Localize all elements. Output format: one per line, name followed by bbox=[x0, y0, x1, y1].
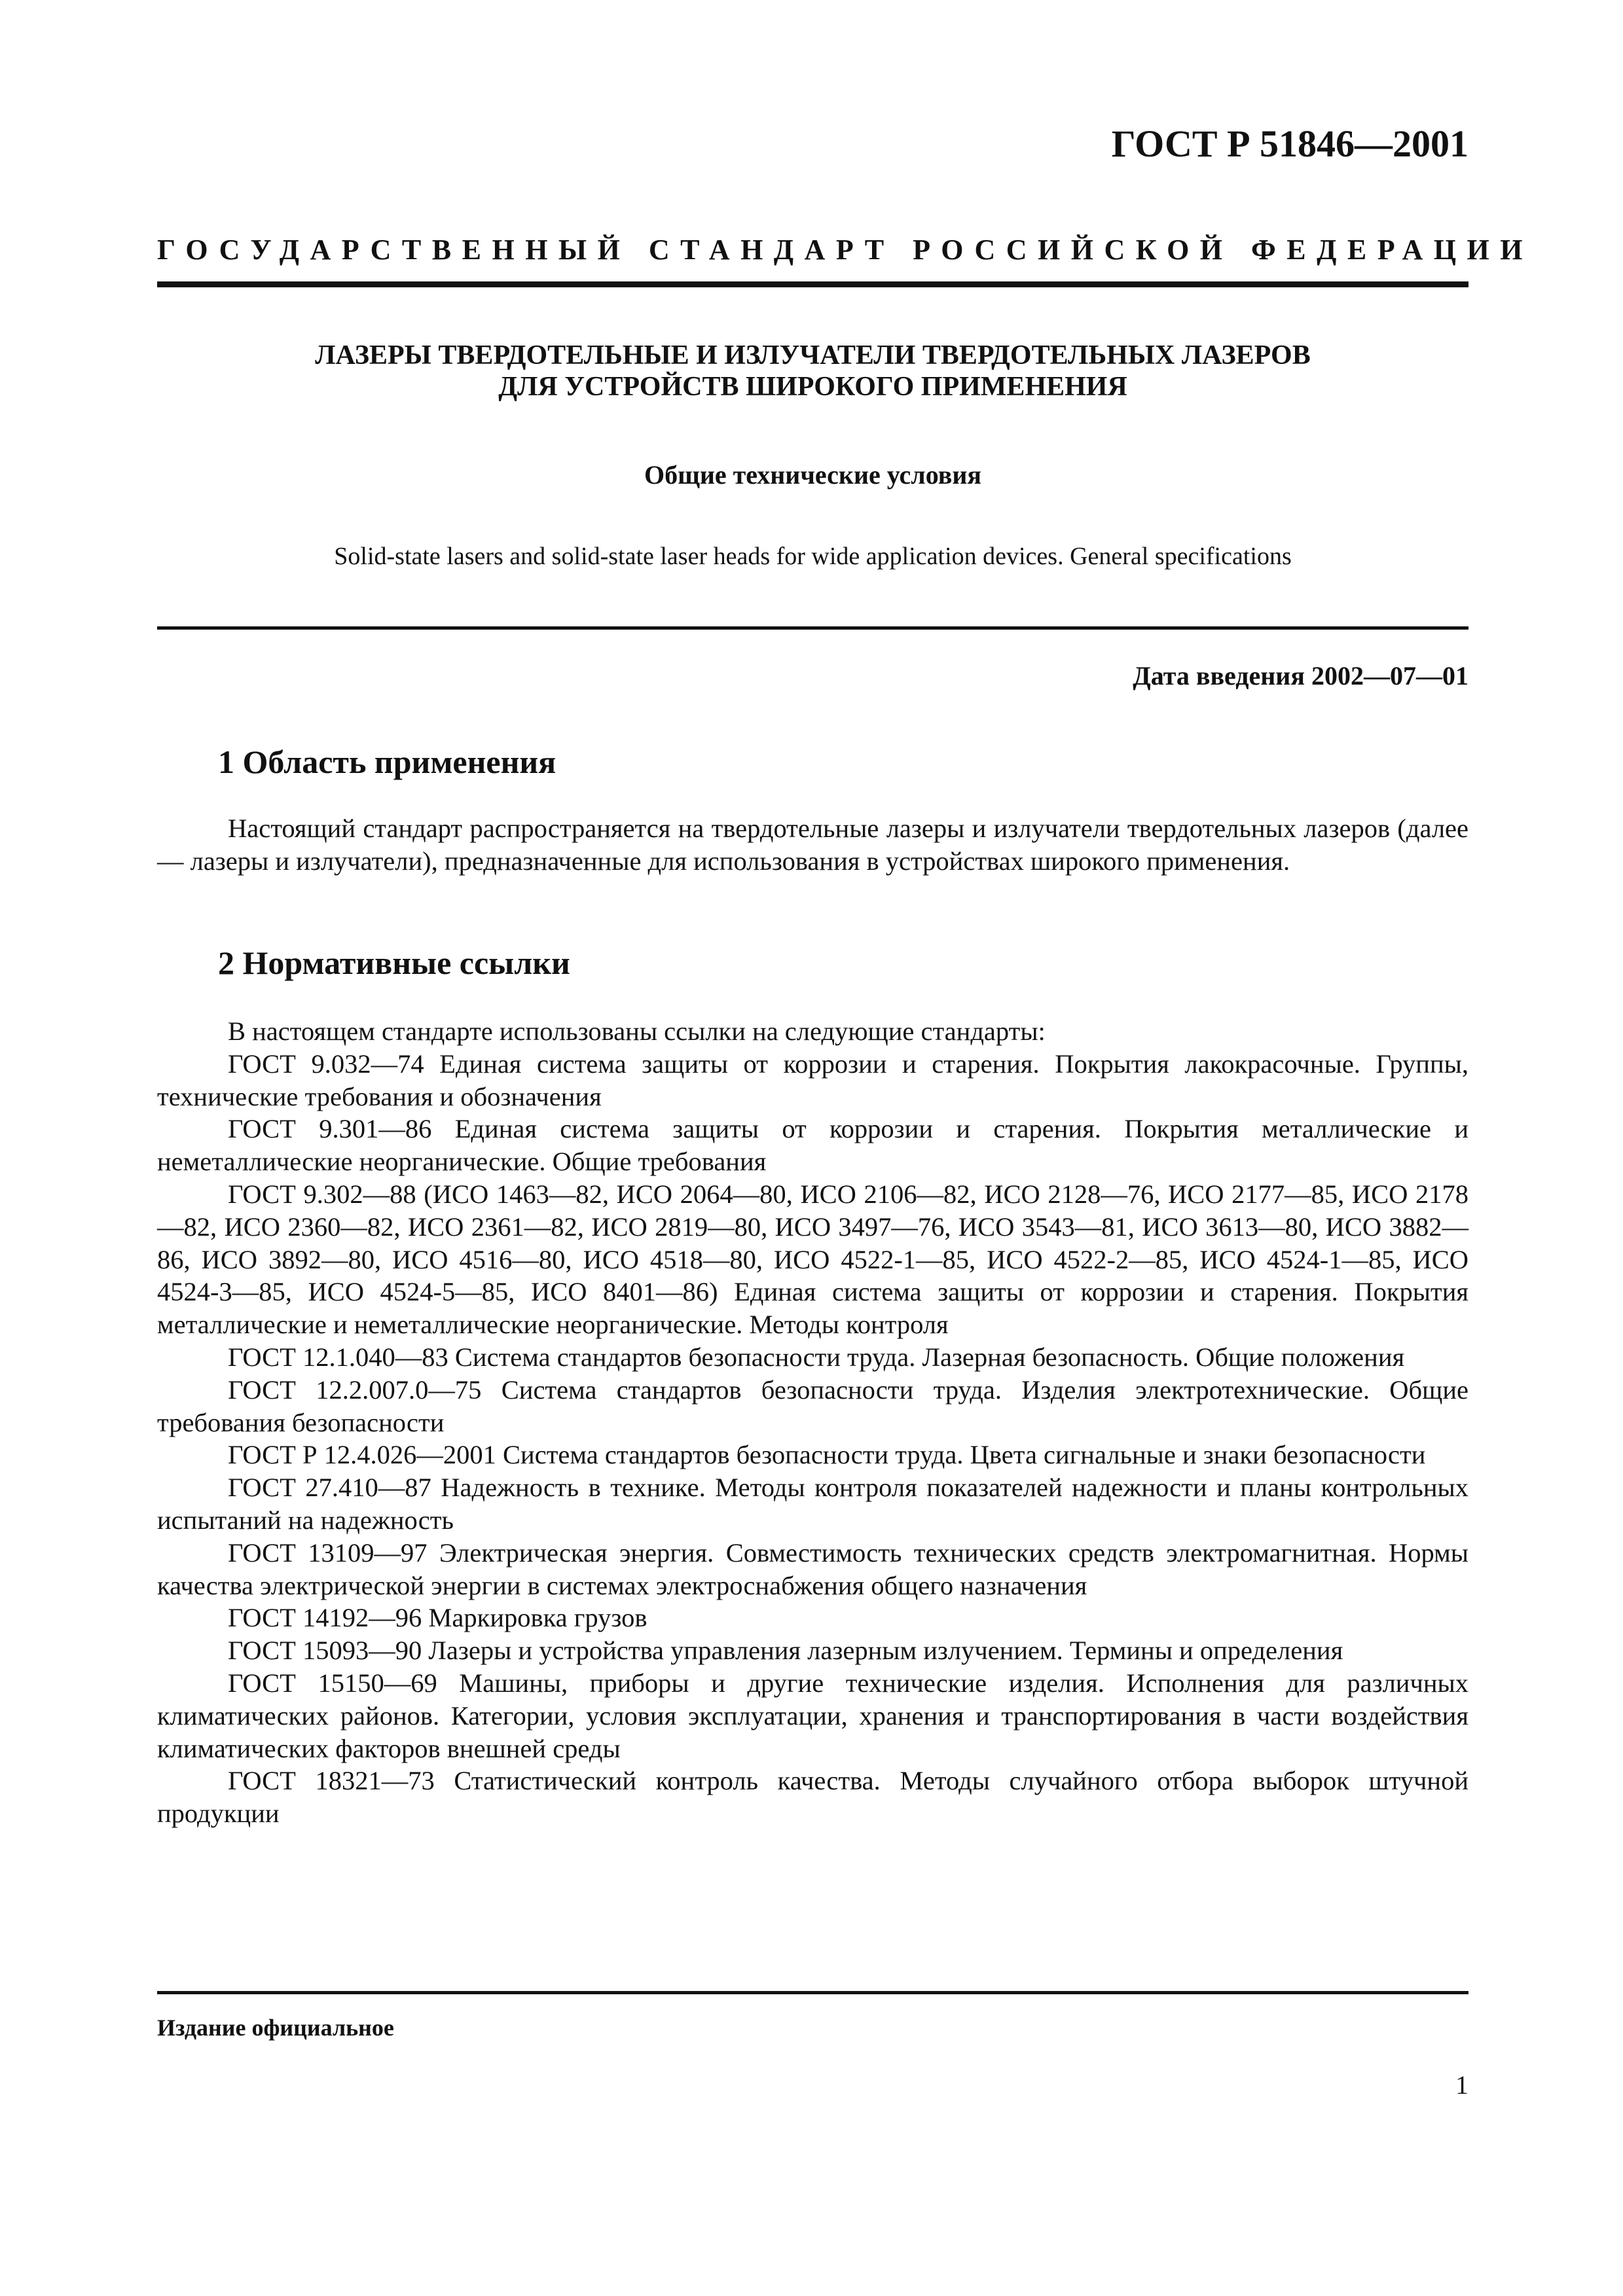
section-2-text bbox=[157, 1015, 1468, 1830]
reference-item: ГОСТ 9.302—88 (ИСО 1463—82, ИСО 2064—80, ИСО 2106—82, ИСО 2128—76, ИСО 2177—85, ИСО 2178—82, ИСО 2360—82, ИСО 2361—82, ИСО 2819—80, ИСО 3497—76, ИСО 3543—81, ИСО 3613—80, ИСО 3882—86, ИСО 3892—80, ИСО 4516—80, ИСО 4518—80, ИСО 4522-1—85, ИСО 4522-2—85, ИСО 4524-1—85, ИСО 4524-3—85, ИСО 4524-5—85, ИСО 8401—86) Единая система защиты от коррозии и старения. Покрытия металлические и неметаллические неорганические. Методы контроля bbox=[157, 1179, 1468, 1340]
header-divider bbox=[157, 281, 1468, 287]
reference-item: ГОСТ 15093—90 Лазеры и устройства управления лазерным излучением. Термины и определения bbox=[228, 1636, 1343, 1666]
paragraph: Настоящий стандарт распространяется на твердотельные лазеры и излучатели твердотельных лазеров (далее — лазеры и излучатели), предназначенные для использования в устройствах широкого применения. bbox=[157, 814, 1468, 876]
reference-item: ГОСТ 12.1.040—83 Система стандартов безопасности труда. Лазерная безопасность. Общие положения bbox=[228, 1342, 1405, 1372]
title-line-2: ДЛЯ УСТРОЙСТВ ШИРОКОГО ПРИМЕНЕНИЯ bbox=[498, 372, 1127, 402]
reference-item: ГОСТ 18321—73 Статистический контроль качества. Методы случайного отбора выборок штучной продукции bbox=[157, 1766, 1468, 1829]
edition-label: Издание официальное bbox=[157, 2015, 394, 2041]
reference-item: ГОСТ 13109—97 Электрическая энергия. Совместимость технических средств электромагнитная. Нормы качества электрической энергии в системах электроснабжения общего назначения bbox=[157, 1537, 1468, 1600]
reference-item: ГОСТ 15150—69 Машины, приборы и другие технические изделия. Исполнения для различных климатических районов. Категории, условия эксплуатации, хранения и транспортирования в части воздействия климатических факторов внешней среды bbox=[157, 1668, 1468, 1763]
state-standard-banner: ГОСУДАРСТВЕННЫЙ СТАНДАРТ РОССИЙСКОЙ ФЕДЕРАЦИИ bbox=[157, 234, 1533, 266]
document-code: ГОСТ Р 51846—2001 bbox=[1111, 122, 1468, 165]
reference-item: ГОСТ 27.410—87 Надежность в технике. Методы контроля показателей надежности и планы контрольных испытаний на надежность bbox=[157, 1473, 1468, 1535]
document-title bbox=[157, 340, 1468, 403]
page-number: 1 bbox=[1455, 2070, 1468, 2100]
reference-item: ГОСТ 9.301—86 Единая система защиты от коррозии и старения. Покрытия металлические и неметаллические неорганические. Общие требования bbox=[157, 1114, 1468, 1177]
reference-item: ГОСТ Р 12.4.026—2001 Система стандартов безопасности труда. Цвета сигнальные и знаки безопасности bbox=[228, 1440, 1426, 1470]
title-line-1: ЛАЗЕРЫ ТВЕРДОТЕЛЬНЫЕ И ИЗЛУЧАТЕЛИ ТВЕРДОТЕЛЬНЫХ ЛАЗЕРОВ bbox=[315, 340, 1311, 370]
introduction-date: Дата введения 2002—07—01 bbox=[1133, 661, 1468, 691]
reference-item: ГОСТ 9.032—74 Единая система защиты от коррозии и старения. Покрытия лакокрасочные. Группы, технические требования и обозначения bbox=[157, 1049, 1468, 1111]
document-subtitle: Общие технические условия bbox=[644, 460, 982, 490]
section-1-text bbox=[157, 812, 1468, 878]
title-divider bbox=[157, 626, 1468, 630]
section-2-heading: 2 Нормативные ссылки bbox=[218, 944, 570, 981]
section-1-heading: 1 Область применения bbox=[218, 744, 556, 780]
reference-item: ГОСТ 14192—96 Маркировка грузов bbox=[228, 1603, 647, 1633]
english-title: Solid-state lasers and solid-state laser heads for wide application devices. General specifications bbox=[334, 543, 1292, 570]
paragraph: В настоящем стандарте использованы ссылки на следующие стандарты: bbox=[228, 1016, 1046, 1046]
reference-item: ГОСТ 12.2.007.0—75 Система стандартов безопасности труда. Изделия электротехнические. Общие требования безопасности bbox=[157, 1374, 1468, 1437]
footer-divider bbox=[157, 1991, 1468, 1994]
